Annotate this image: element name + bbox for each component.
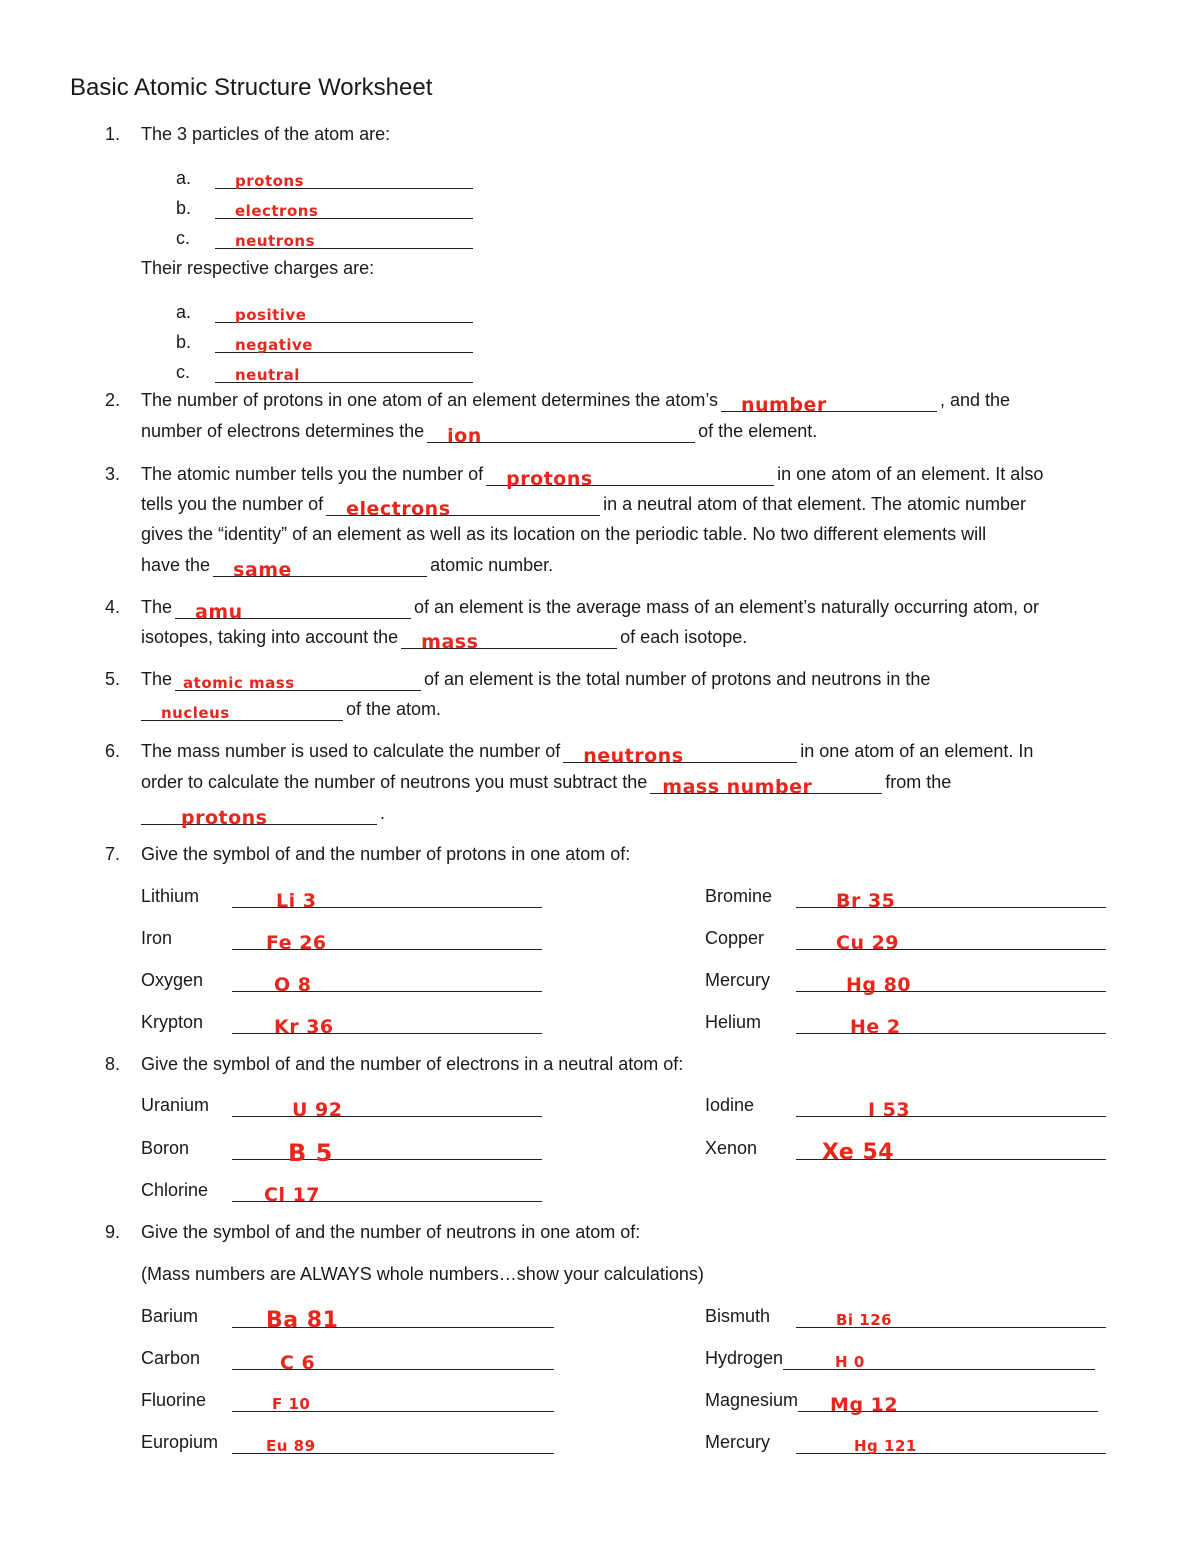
answer-blank[interactable]: mass: [401, 626, 617, 649]
question-6-line-3: protons .: [141, 801, 385, 825]
answer-blank[interactable]: neutrons: [563, 740, 797, 763]
answer-blank[interactable]: I 53: [796, 1094, 1106, 1117]
q8-row: Boron B 5: [141, 1136, 545, 1160]
question-4: 4. The amu of an element is the average mass of an element’s naturally occurring atom, or: [105, 597, 1040, 623]
answer-blank[interactable]: C 6: [232, 1347, 554, 1370]
answer-blank[interactable]: Mg 12: [798, 1389, 1098, 1412]
q9-row: Carbon C 6: [141, 1346, 557, 1370]
answer-blank[interactable]: mass number: [650, 771, 882, 794]
question-9: 9. Give the symbol of and the number of neutrons in one atom of:: [105, 1222, 641, 1242]
answer-blank[interactable]: neutrons: [215, 226, 473, 249]
answer-blank[interactable]: electrons: [326, 493, 600, 516]
question-2: 2. The number of protons in one atom of an element determines the atom’s number , and the: [105, 390, 1011, 416]
answer-blank[interactable]: B 5: [232, 1137, 542, 1160]
question-5-line-2: nucleus of the atom.: [141, 697, 441, 721]
answer-blank[interactable]: negative: [215, 330, 473, 353]
charges-text: Their respective charges are:: [141, 258, 375, 278]
page-title: Basic Atomic Structure Worksheet: [70, 74, 433, 101]
question-2-line-2: number of electrons determines the ion of the element.: [141, 421, 818, 447]
answer-blank[interactable]: Li 3: [232, 885, 542, 908]
answer-blank[interactable]: Bi 126: [796, 1305, 1106, 1328]
question-3-line-4: have the same atomic number.: [141, 555, 554, 581]
answer-blank[interactable]: Xe 54: [796, 1137, 1106, 1160]
q8-row: Uranium U 92: [141, 1093, 545, 1117]
answer-blank[interactable]: nucleus: [141, 698, 343, 721]
answer-blank[interactable]: He 2: [796, 1011, 1106, 1034]
q7-row: Bromine Br 35: [705, 884, 1109, 908]
answer-blank[interactable]: F 10: [232, 1389, 554, 1412]
answer-blank[interactable]: Cl 17: [232, 1179, 542, 1202]
answer-blank[interactable]: ion: [427, 420, 695, 443]
answer-blank[interactable]: U 92: [232, 1094, 542, 1117]
q9-row: Mercury Hg 121: [705, 1430, 1109, 1454]
answer-blank[interactable]: Cu 29: [796, 927, 1106, 950]
answer-blank[interactable]: Hg 121: [796, 1431, 1106, 1454]
q7-row: Mercury Hg 80: [705, 968, 1109, 992]
question-8: 8. Give the symbol of and the number of electrons in a neutral atom of:: [105, 1054, 684, 1074]
answer-blank[interactable]: electrons: [215, 196, 473, 219]
answer-blank[interactable]: protons: [215, 166, 473, 189]
answer-blank[interactable]: number: [721, 389, 937, 412]
q7-row: Helium He 2: [705, 1010, 1109, 1034]
answer-blank[interactable]: same: [213, 554, 427, 577]
answer-blank[interactable]: neutral: [215, 360, 473, 383]
question-1: 1. The 3 particles of the atom are:: [105, 124, 391, 144]
answer-blank[interactable]: protons: [486, 463, 774, 486]
q7-row: Oxygen O 8: [141, 968, 545, 992]
answer-blank[interactable]: O 8: [232, 969, 542, 992]
question-4-line-2: isotopes, taking into account the mass of each isotope.: [141, 627, 748, 653]
answer-blank[interactable]: Kr 36: [232, 1011, 542, 1034]
question-6: 6. The mass number is used to calculate the number of neutrons in one atom of an element. In: [105, 741, 1034, 767]
q9-row: Barium Ba 81: [141, 1304, 557, 1328]
answer-blank[interactable]: protons: [141, 802, 377, 825]
q8-row: Iodine I 53: [705, 1093, 1109, 1117]
answer-blank[interactable]: Ba 81: [232, 1305, 554, 1328]
answer-blank[interactable]: atomic mass: [175, 668, 421, 691]
q9-row: Fluorine F 10: [141, 1388, 557, 1412]
q7-row: Krypton Kr 36: [141, 1010, 545, 1034]
q9-row: Magnesium Mg 12: [705, 1388, 1101, 1412]
q7-row: Iron Fe 26: [141, 926, 545, 950]
answer-blank[interactable]: Eu 89: [232, 1431, 554, 1454]
q9-row: Europium Eu 89: [141, 1430, 557, 1454]
question-5: 5. The atomic mass of an element is the total number of protons and neutrons in the: [105, 669, 931, 692]
q8-row: Xenon Xe 54: [705, 1136, 1109, 1160]
answer-blank[interactable]: Br 35: [796, 885, 1106, 908]
q7-row: Lithium Li 3: [141, 884, 545, 908]
question-3-line-3: gives the “identity” of an element as well as its location on the periodic table. No two different elements will: [141, 524, 987, 544]
answer-blank[interactable]: positive: [215, 300, 473, 323]
q9-row: Hydrogen H 0: [705, 1346, 1098, 1370]
answer-blank[interactable]: Fe 26: [232, 927, 542, 950]
q9-note: (Mass numbers are ALWAYS whole numbers…show your calculations): [141, 1264, 704, 1284]
question-3-line-2: tells you the number of electrons in a neutral atom of that element. The atomic number: [141, 494, 1027, 520]
answer-blank[interactable]: Hg 80: [796, 969, 1106, 992]
question-6-line-2: order to calculate the number of neutrons you must subtract the mass number from the: [141, 772, 952, 798]
answer-blank[interactable]: amu: [175, 596, 411, 619]
q9-row: Bismuth Bi 126: [705, 1304, 1109, 1328]
q7-row: Copper Cu 29: [705, 926, 1109, 950]
answer-blank[interactable]: H 0: [783, 1347, 1095, 1370]
q8-row: Chlorine Cl 17: [141, 1178, 545, 1202]
question-7: 7. Give the symbol of and the number of protons in one atom of:: [105, 844, 631, 864]
question-3: 3. The atomic number tells you the number of protons in one atom of an element. It also: [105, 464, 1044, 490]
